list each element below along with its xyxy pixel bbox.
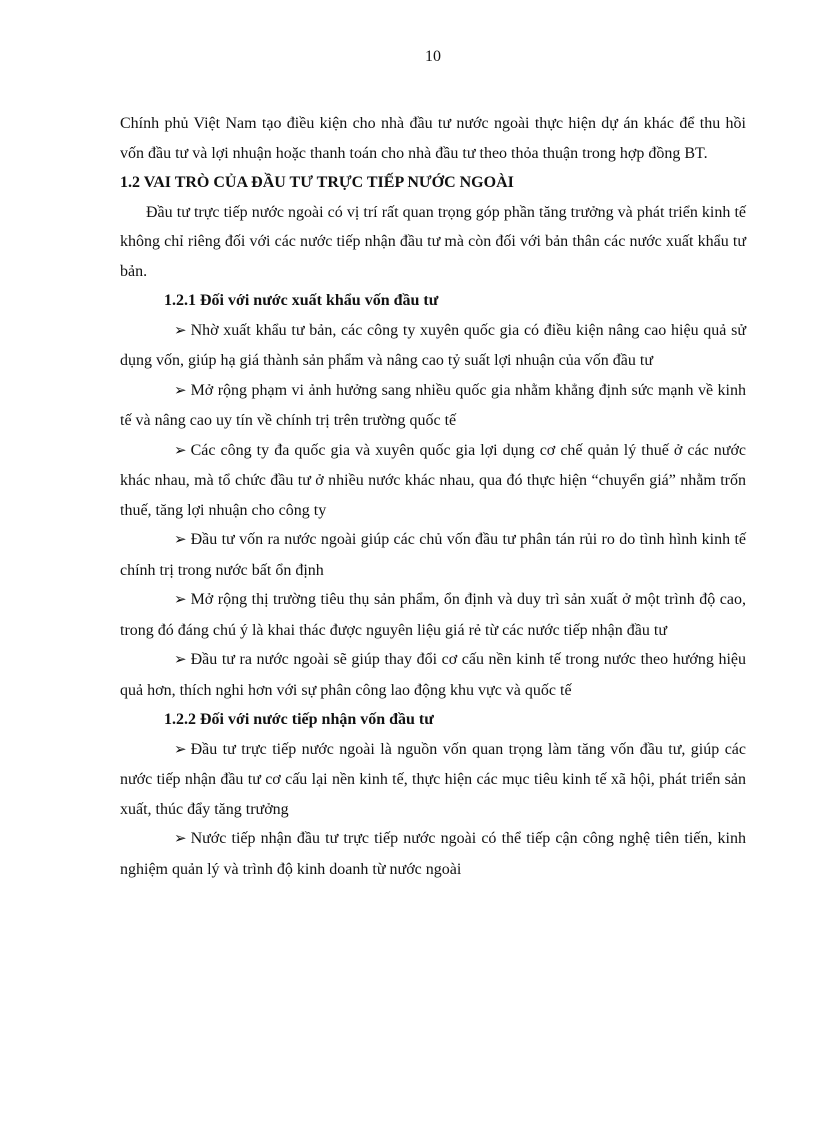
bullet-item	[120, 436, 746, 526]
subsection-heading-1-2-2: 1.2.2 Đối với nước tiếp nhận vốn đầu tư	[164, 711, 434, 728]
bullet-item	[120, 525, 746, 585]
arrow-bullet-icon: ➢	[174, 322, 187, 339]
paragraph-bt-contract: Chính phủ Việt Nam tạo điều kiện cho nhà đầu tư nước ngoài thực hiện dự án khác để thu hồi vốn đầu tư và lợi nhuận hoặc thanh toán cho nhà đầu tư theo thỏa thuận trong hợp đồng BT.	[120, 115, 746, 162]
bullet-item	[120, 376, 746, 436]
arrow-bullet-icon: ➢	[174, 532, 187, 548]
paragraph-fdi-role: Đầu tư trực tiếp nước ngoài có vị trí rất quan trọng góp phần tăng trưởng và phát triển kinh tế không chỉ riêng đối với các nước tiếp nhận đầu tư mà còn đối với bản thân các nước xuất khẩu tư bản.	[120, 203, 746, 280]
bullet-text: Nhờ xuất khẩu tư bản, các công ty xuyên quốc gia có điều kiện nâng cao hiệu quả sử dụng vốn, giúp hạ giá thành sản phẩm và nâng cao tỷ suất lợi nhuận của vốn đầu tư	[120, 321, 746, 369]
arrow-bullet-icon: ➢	[174, 831, 187, 847]
bullet-item	[120, 735, 746, 825]
arrow-bullet-icon: ➢	[174, 592, 187, 608]
arrow-bullet-icon: ➢	[174, 382, 187, 399]
page-number: 10	[425, 48, 441, 65]
arrow-bullet-icon: ➢	[174, 741, 187, 758]
bullet-text: Đầu tư trực tiếp nước ngoài là nguồn vốn quan trọng làm tăng vốn đầu tư, giúp các nước tiếp nhận đầu tư cơ cấu lại nền kinh tế, thực hiện các mục tiêu kinh tế xã hội, phát triển sản xuất, thúc đẩy tăng trưởng	[120, 740, 746, 818]
bullet-text: Đầu tư ra nước ngoài sẽ giúp thay đổi cơ cấu nền kinh tế trong nước theo hướng hiệu quả hơn, thích nghi hơn với sự phân công lao động khu vực và quốc tế	[120, 651, 746, 699]
bullet-item	[120, 824, 746, 884]
document-page	[120, 0, 746, 1123]
bullet-item	[120, 316, 746, 376]
bullet-text: Các công ty đa quốc gia và xuyên quốc gia lợi dụng cơ chế quản lý thuế ở các nước khác nhau, mà tổ chức đầu tư ở nhiều nước khác nhau, qua đó thực hiện “chuyển giá” nhằm trốn thuế, tăng lợi nhuận cho công ty	[120, 441, 746, 519]
arrow-bullet-icon: ➢	[174, 652, 187, 668]
section-heading-1-2: 1.2 VAI TRÒ CỦA ĐẦU TƯ TRỰC TIẾP NƯỚC NGOÀI	[120, 174, 514, 191]
arrow-bullet-icon: ➢	[174, 442, 187, 459]
bullet-text: Đầu tư vốn ra nước ngoài giúp các chủ vốn đầu tư phân tán rủi ro do tình hình kinh tế chính trị trong nước bất ổn định	[120, 531, 746, 579]
bullet-text: Mở rộng phạm vi ảnh hưởng sang nhiều quốc gia nhằm khẳng định sức mạnh về kinh tế và nâng cao uy tín về chính trị trên trường quốc tế	[120, 381, 746, 429]
bullet-text: Mở rộng thị trường tiêu thụ sản phẩm, ổn định và duy trì sản xuất ở một trình độ cao, trong đó đáng chú ý là khai thác được nguyên liệu giá rẻ từ các nước tiếp nhận đầu tư	[120, 591, 746, 639]
bullet-text: Nước tiếp nhận đầu tư trực tiếp nước ngoài có thể tiếp cận công nghệ tiên tiến, kinh nghiệm quản lý và trình độ kinh doanh từ nước ngoài	[120, 830, 746, 878]
bullet-item	[120, 645, 746, 705]
document-body	[120, 109, 746, 884]
bullet-item	[120, 585, 746, 645]
subsection-heading-1-2-1: 1.2.1 Đối với nước xuất khẩu vốn đầu tư	[164, 292, 439, 309]
